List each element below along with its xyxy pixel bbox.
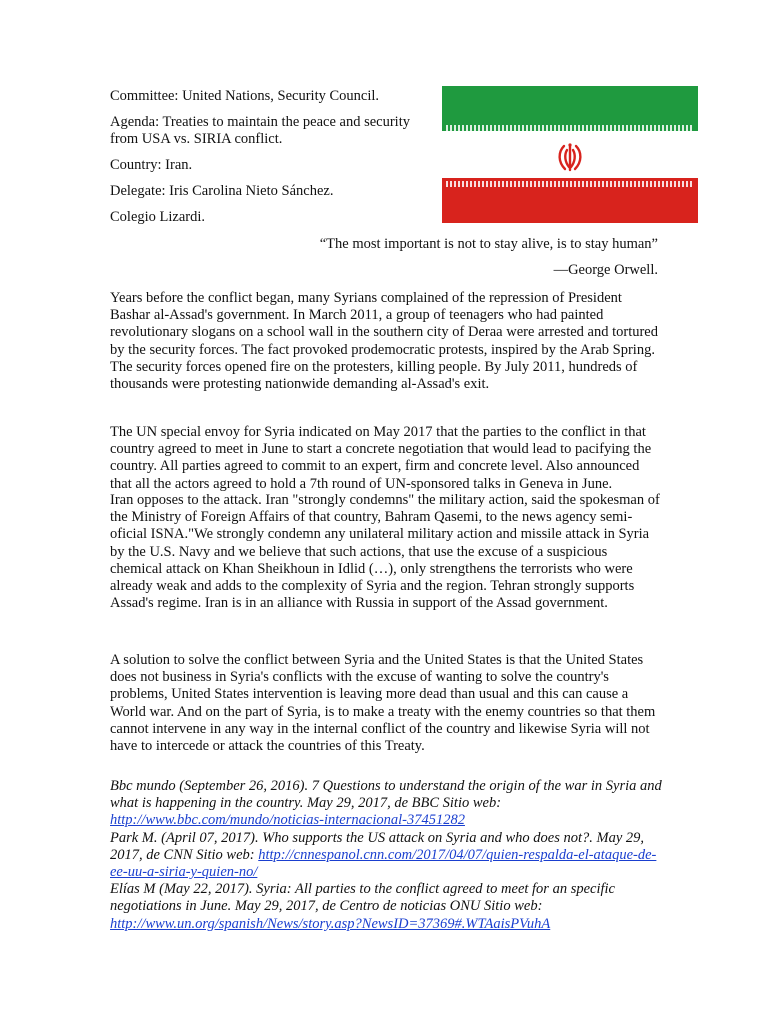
reference-item	[110, 778, 670, 830]
country-line: Country: Iran.	[110, 157, 193, 173]
school-line: Colegio Lizardi.	[110, 209, 206, 225]
committee-line: Committee: United Nations, Security Council.	[110, 88, 380, 104]
paragraph-solution: A solution to solve the conflict between Syria and the United States is that the United States does not business in Syria's conflicts with the excuse of wanting to solve the country's problems, United States intervention is leaving more dead than usual and this can cause a World war. And on the part of Syria, is to make a treaty with the enemy countries so that them cannot intervene in any way in the internal conflict of the country and likewise Syria will not have to intercede or attack the countries of this Treaty.	[110, 652, 656, 755]
reference-link-bbc[interactable]: http://www.bbc.com/mundo/noticias-internacional-37451282	[110, 812, 465, 829]
quote-author: —George Orwell.	[553, 262, 658, 278]
flag-takbir-border-top	[446, 125, 694, 131]
quote-text: “The most important is not to stay alive, is to stay human”	[319, 236, 658, 252]
reference-text: Park M. (April 07, 2017). Who supports the US attack on Syria and who does not?. May 29, 2017, de CNN Sitio web:	[110, 829, 645, 863]
reference-text: Elías M (May 22, 2017). Syria: All parties to the conflict agreed to meet for an specific negotiations in June. May 29, 2017, de Centro de noticias ONU Sitio web:	[110, 881, 615, 915]
paragraph-background: Years before the conflict began, many Syrians complained of the repression of President Bashar al-Assad's government. In March 2011, a group of teenagers who had painted revolutionary slogans on a school wall in the southern city of Deraa were arrested and tortured by the security forces. The fact provoked prodemocratic protests, inspired by the Arab Spring. The security forces opened fire on the protesters, killing people. By July 2011, hundreds of thousands were protesting nationwide demanding al-Assad's exit.	[110, 290, 658, 393]
reference-item	[110, 830, 670, 882]
paragraph-iran-position: Iran opposes to the attack. Iran "strongly condemns" the military action, said the spokesman of the Ministry of Foreign Affairs of that country, Bahram Qasemi, to the news agency semi-oficial ISNA."We strongly condemn any unilateral military action and missile attack in Syria by the U.S. Navy and we believe that such actions, that use the excuse of a suspicious chemical attack on Khan Sheikhoun in Idlid (…), only strengthens the terrorists who were already weak and adds to the complexity of Syria and the region. Tehran strongly supports Assad's regime. Iran is in an alliance with Russia in support of the Assad government.	[110, 492, 660, 612]
delegate-line: Delegate: Iris Carolina Nieto Sánchez.	[110, 183, 334, 199]
iran-flag-icon	[442, 86, 698, 223]
iran-emblem-icon	[556, 142, 584, 172]
reference-item	[110, 881, 670, 933]
agenda-line: Agenda: Treaties to maintain the peace and security from USA vs. SIRIA conflict.	[110, 114, 410, 147]
paragraph-un-envoy: The UN special envoy for Syria indicated on May 2017 that the parties to the conflict in that country agreed to meet in June to start a concrete negotiation that would lead to pacifying the country. All parties agreed to commit to an expert, firm and concrete level. Also announced that all the actors agreed to hold a 7th round of UN-sponsored talks in Geneva in June.	[110, 424, 652, 492]
reference-link-cnn[interactable]: http://cnnespanol.cnn.com/2017/04/07/quien-respalda-el-ataque-de-ee-uu-a-siria-y-quien-no/	[110, 846, 657, 881]
flag-takbir-border-bottom	[446, 181, 694, 187]
references	[110, 778, 670, 933]
reference-link-un[interactable]: http://www.un.org/spanish/News/story.asp?NewsID=37369#.WTAaisPVuhA	[110, 915, 551, 932]
reference-text: Bbc mundo (September 26, 2016). 7 Questions to understand the origin of the war in Syria and what is happening in the country. May 29, 2017, de BBC Sitio web:	[110, 778, 662, 812]
